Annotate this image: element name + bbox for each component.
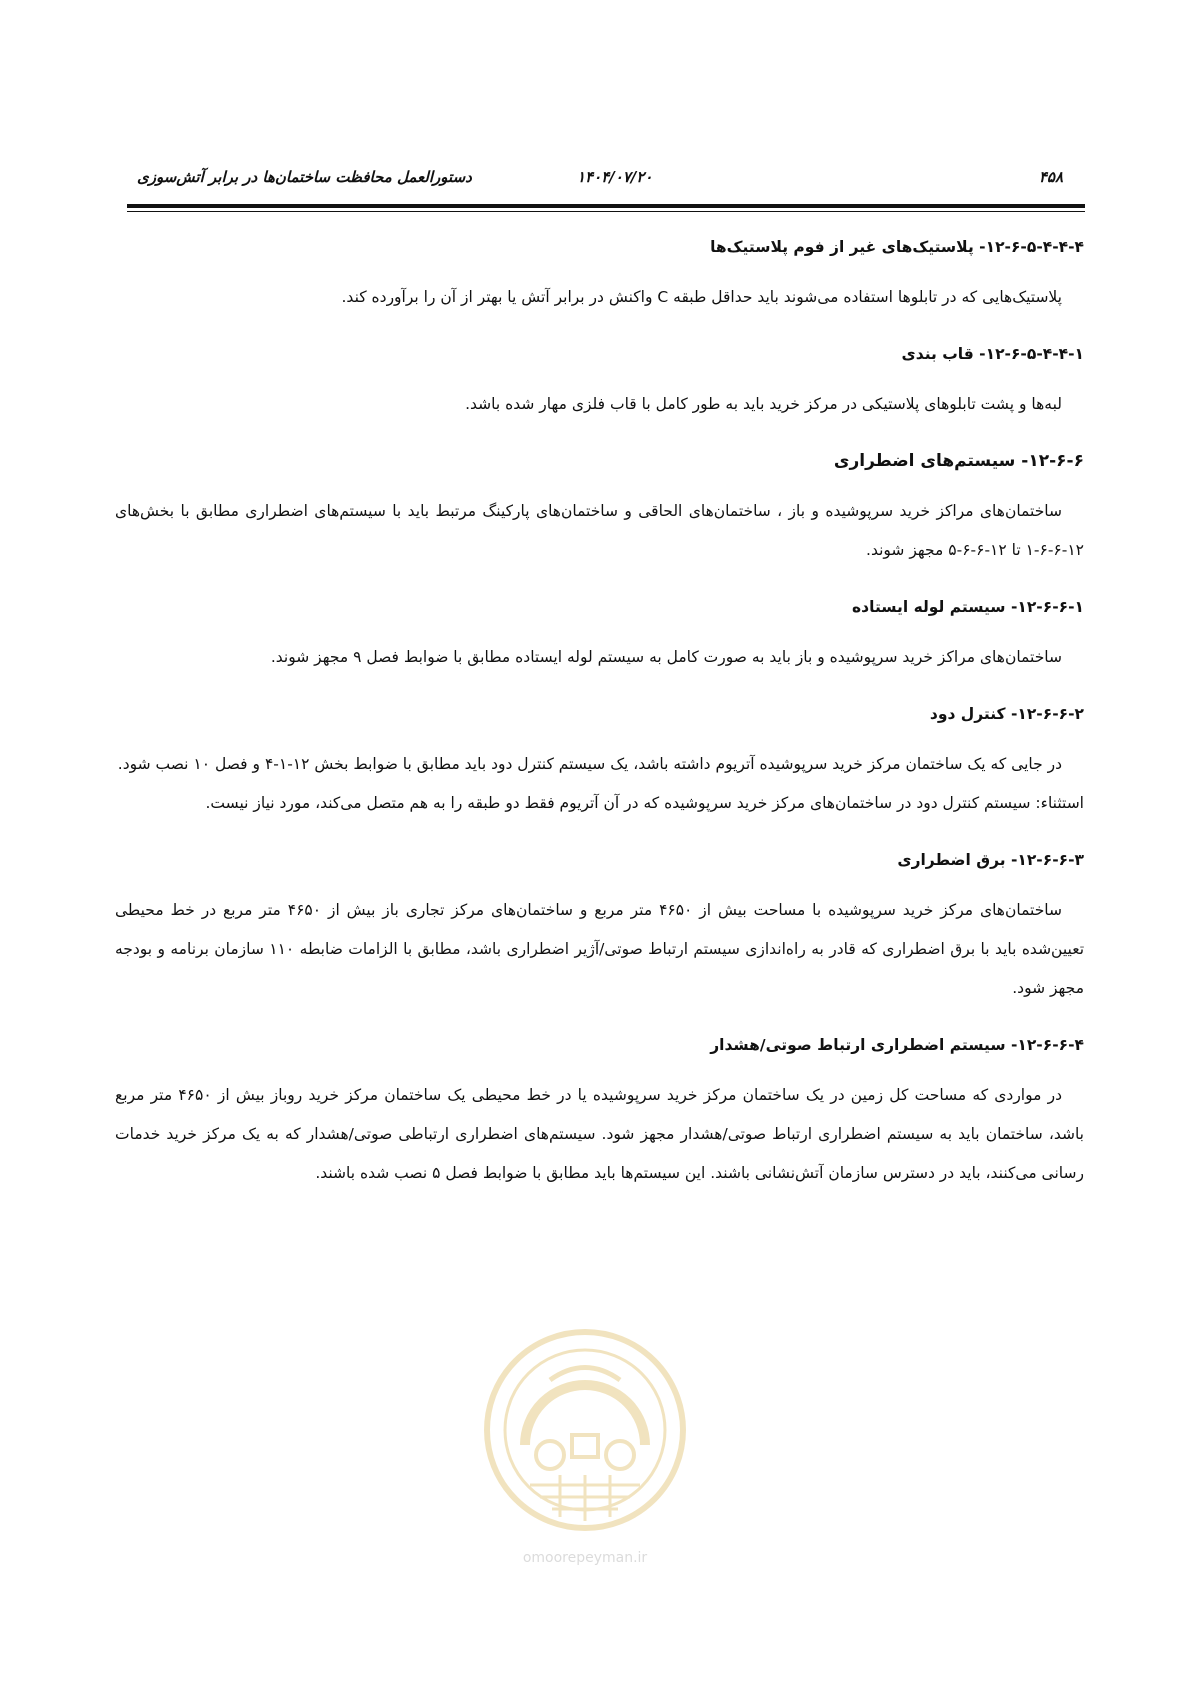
section-paragraph: لبه‌ها و پشت تابلوهای پلاستیکی در مرکز خرید باید به طور کامل با قاب فلزی مهار شده باشد. — [465, 395, 1062, 413]
section-voice-alarm — [115, 1030, 1084, 1193]
section-paragraph: ساختمان‌های مراکز خرید سرپوشیده و باز باید به صورت کامل به سیستم لوله ایستاده مطابق با ضوابط فصل ۹ مجهز شوند. — [270, 648, 1062, 666]
section-heading: ۱۲-۶-۶-۴- سیستم اضطراری ارتباط صوتی/هشدار — [710, 1036, 1084, 1054]
section-emergency-power — [115, 845, 1084, 1008]
section-heading: ۱۲-۶-۵-۴-۴-۴- پلاستیک‌های غیر از فوم پلاستیک‌ها — [710, 238, 1084, 256]
section-paragraph: در مواردی که مساحت کل زمین در یک ساختمان مرکز خرید سرپوشیده یا در خط محیطی یک ساختمان مرکز خرید روباز بیش از ۴۶۵۰ متر مربع باشد، ساختمان باید به سیستم اضطراری ارتباط صوتی/هشدار مجهز شود. سیستم‌های اضطراری ارتباطی صوتی/هشدار که به یک مرکز خرید خدمات رسانی می‌کنند، باید در دسترس سازمان آتش‌نشانی باشند. این سیستم‌ها باید مطابق با ضوابط فصل ۵ نصب شده باشند. — [115, 1086, 1084, 1182]
page-header — [127, 168, 1085, 192]
section-paragraph: در جایی که یک ساختمان مرکز خرید سرپوشیده آتریوم داشته باشد، یک سیستم کنترل دود باید مطابق با ضوابط بخش ۱۲-۱-۴ و فصل ۱۰ نصب شود. — [117, 755, 1062, 773]
page-number: ۴۵۸ — [1038, 168, 1063, 186]
watermark-url: omoorepeyman.ir — [522, 1550, 648, 1566]
section-heading: ۱۲-۶-۶-۲- کنترل دود — [929, 705, 1084, 723]
document-title: دستورالعمل محافظت ساختمان‌ها در برابر آتش‌سوزی — [137, 168, 472, 186]
document-body — [115, 232, 1084, 1215]
section-paragraph: ساختمان‌های مرکز خرید سرپوشیده با مساحت بیش از ۴۶۵۰ متر مربع و ساختمان‌های مرکز تجاری باز بیش از ۴۶۵۰ متر مربع در خط محیطی تعیین‌شده باید با برق اضطراری که قادر به راه‌اندازی سیستم ارتباط صوتی/آژیر اضطراری باشد، مطابق با الزامات ضابطه ۱۱۰ سازمان برنامه و بودجه مجهز شود. — [115, 901, 1085, 997]
section-paragraph: پلاستیک‌هایی که در تابلوها استفاده می‌شوند باید حداقل طبقه C واکنش در برابر آتش یا بهتر از آن را برآورده کند. — [341, 288, 1062, 306]
section-heading: ۱۲-۶-۶-۱- سیستم لوله ایستاده — [852, 598, 1084, 616]
watermark-logo-icon — [480, 1325, 690, 1540]
section-paragraph: ساختمان‌های مراکز خرید سرپوشیده و باز ، ساختمان‌های الحاقی و ساختمان‌های پارکینگ مرتبط باید با سیستم‌های اضطراری مطابق با بخش‌های ۱۲-۶-۶-۱ تا ۱۲-۶-۶-۵ مجهز شوند. — [115, 502, 1084, 559]
exception-paragraph: استثناء: سیستم کنترل دود در ساختمان‌های مرکز خرید سرپوشیده که در آن آتریوم فقط دو طبقه را به هم متصل می‌کند، مورد نیاز نیست. — [205, 794, 1084, 812]
section-smoke-control — [115, 699, 1084, 823]
header-date: ۱۴۰۴/۰۷/۲۰ — [577, 168, 653, 186]
section-heading: ۱۲-۶-۶- سیستم‌های اضطراری — [833, 451, 1084, 471]
section-framing — [115, 339, 1084, 424]
section-plastics — [115, 232, 1084, 317]
section-emergency-systems — [115, 446, 1084, 570]
section-heading: ۱۲-۶-۵-۴-۴-۱- قاب بندی — [901, 345, 1084, 363]
section-heading: ۱۲-۶-۶-۳- برق اضطراری — [897, 851, 1084, 869]
header-rule-thick — [127, 204, 1085, 208]
header-rule-thin — [127, 211, 1085, 212]
watermark — [480, 1325, 690, 1585]
section-standpipe — [115, 592, 1084, 677]
